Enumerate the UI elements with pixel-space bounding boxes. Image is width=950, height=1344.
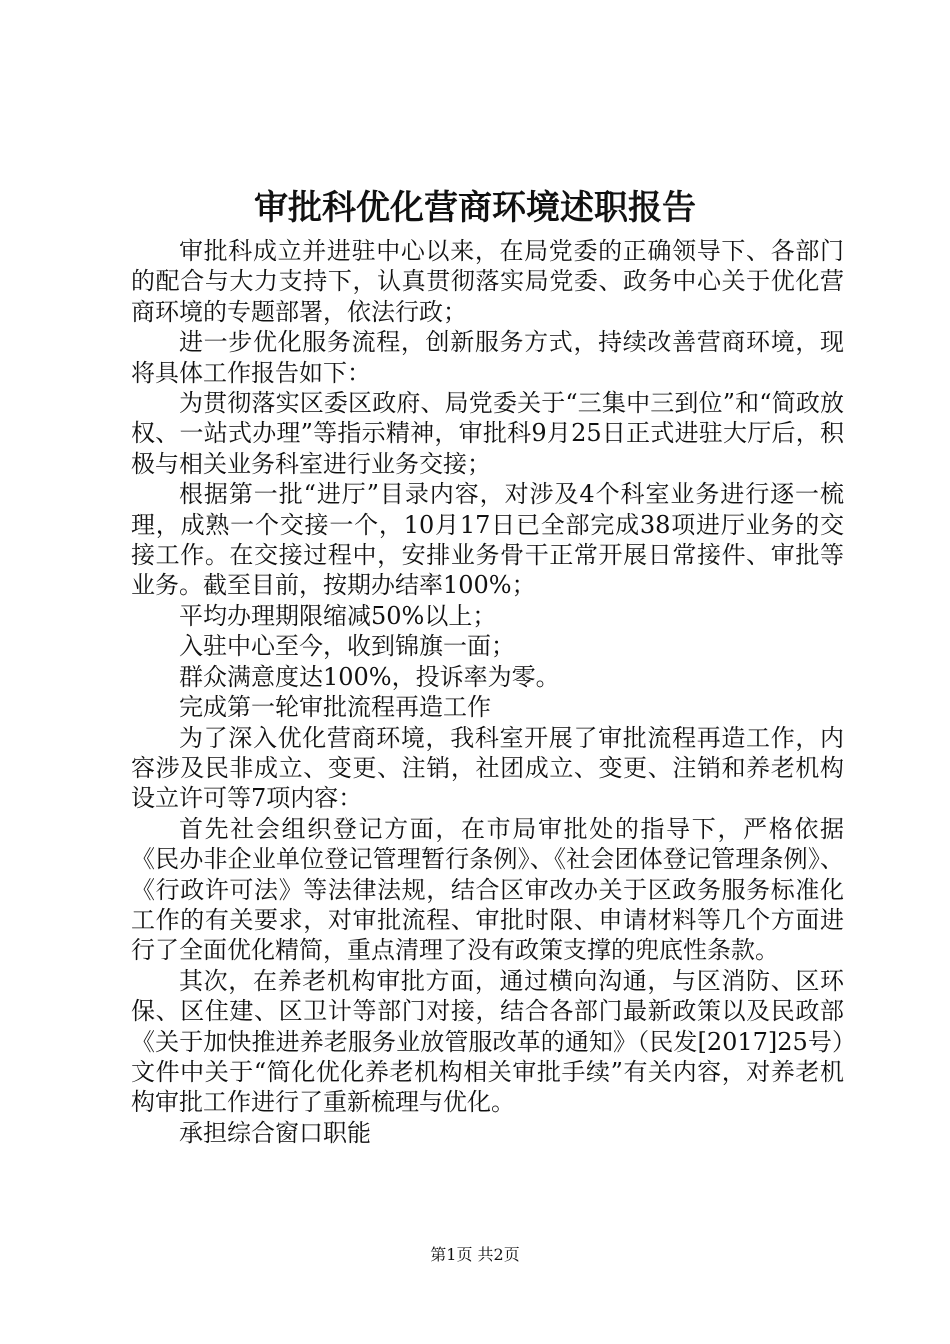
paragraph-7: 群众满意度达100%，投诉率为零。 (179, 662, 560, 691)
paragraph-5: 平均办理期限缩减50%以上； (179, 601, 497, 630)
paragraph-1: 审批科成立并进驻中心以来，在局党委的正确领导下、各部门的配合与大力支持下，认真贯彻落实局党委、政务中心关于优化营商环境的专题部署，依法行政； (131, 237, 844, 326)
paragraph-2: 进一步优化服务流程，创新服务方式，持续改善营商环境，现将具体工作报告如下： (131, 328, 844, 387)
document-title: 审批科优化营商环境述职报告 (254, 188, 696, 228)
paragraph-3: 为贯彻落实区委区政府、局党委关于“三集中三到位”和“简政放权、一站式办理”等指示精神，审批科9月25日正式进驻大厅后，积极与相关业务科室进行业务交接； (131, 389, 844, 478)
paragraph-4: 根据第一批“进厅”目录内容，对涉及4个科室业务进行逐一梳理，成熟一个交接一个，10月17日已全部完成38项进厅业务的交接工作。在交接过程中，安排业务骨干正常开展日常接件、审批等业务。截至目前，按期办结率100%； (131, 480, 844, 600)
paragraph-10: 首先社会组织登记方面，在市局审批处的指导下，严格依据《民办非企业单位登记管理暂行条例》、《社会团体登记管理条例》、《行政许可法》等法律法规，结合区审改办关于区政务服务标准化工作的有关要求，对审批流程、审批时限、申请材料等几个方面进行了全面优化精简，重点清理了没有政策支撑的兜底性条款。 (131, 814, 844, 965)
section-heading-comprehensive-window: 承担综合窗口职能 (179, 1118, 371, 1147)
paragraph-6: 入驻中心至今，收到锦旗一面； (179, 632, 515, 661)
paragraph-11: 其次，在养老机构审批方面，通过横向沟通，与区消防、区环保、区住建、区卫计等部门对接，结合各部门最新政策以及民政部《关于加快推进养老服务业放管服改革的通知》（民发[2017]25号）文件中关于“简化优化养老机构相关审批手续”有关内容，对养老机构审批工作进行了重新梳理与优化。 (131, 966, 844, 1117)
section-heading-process-reengineering: 完成第一轮审批流程再造工作 (179, 693, 491, 722)
document-body (131, 236, 844, 1148)
paragraph-9: 为了深入优化营商环境，我科室开展了审批流程再造工作，内容涉及民非成立、变更、注销，社团成立、变更、注销和养老机构设立许可等7项内容： (131, 723, 844, 813)
page-number-footer: 第1页 共2页 (430, 1245, 520, 1264)
